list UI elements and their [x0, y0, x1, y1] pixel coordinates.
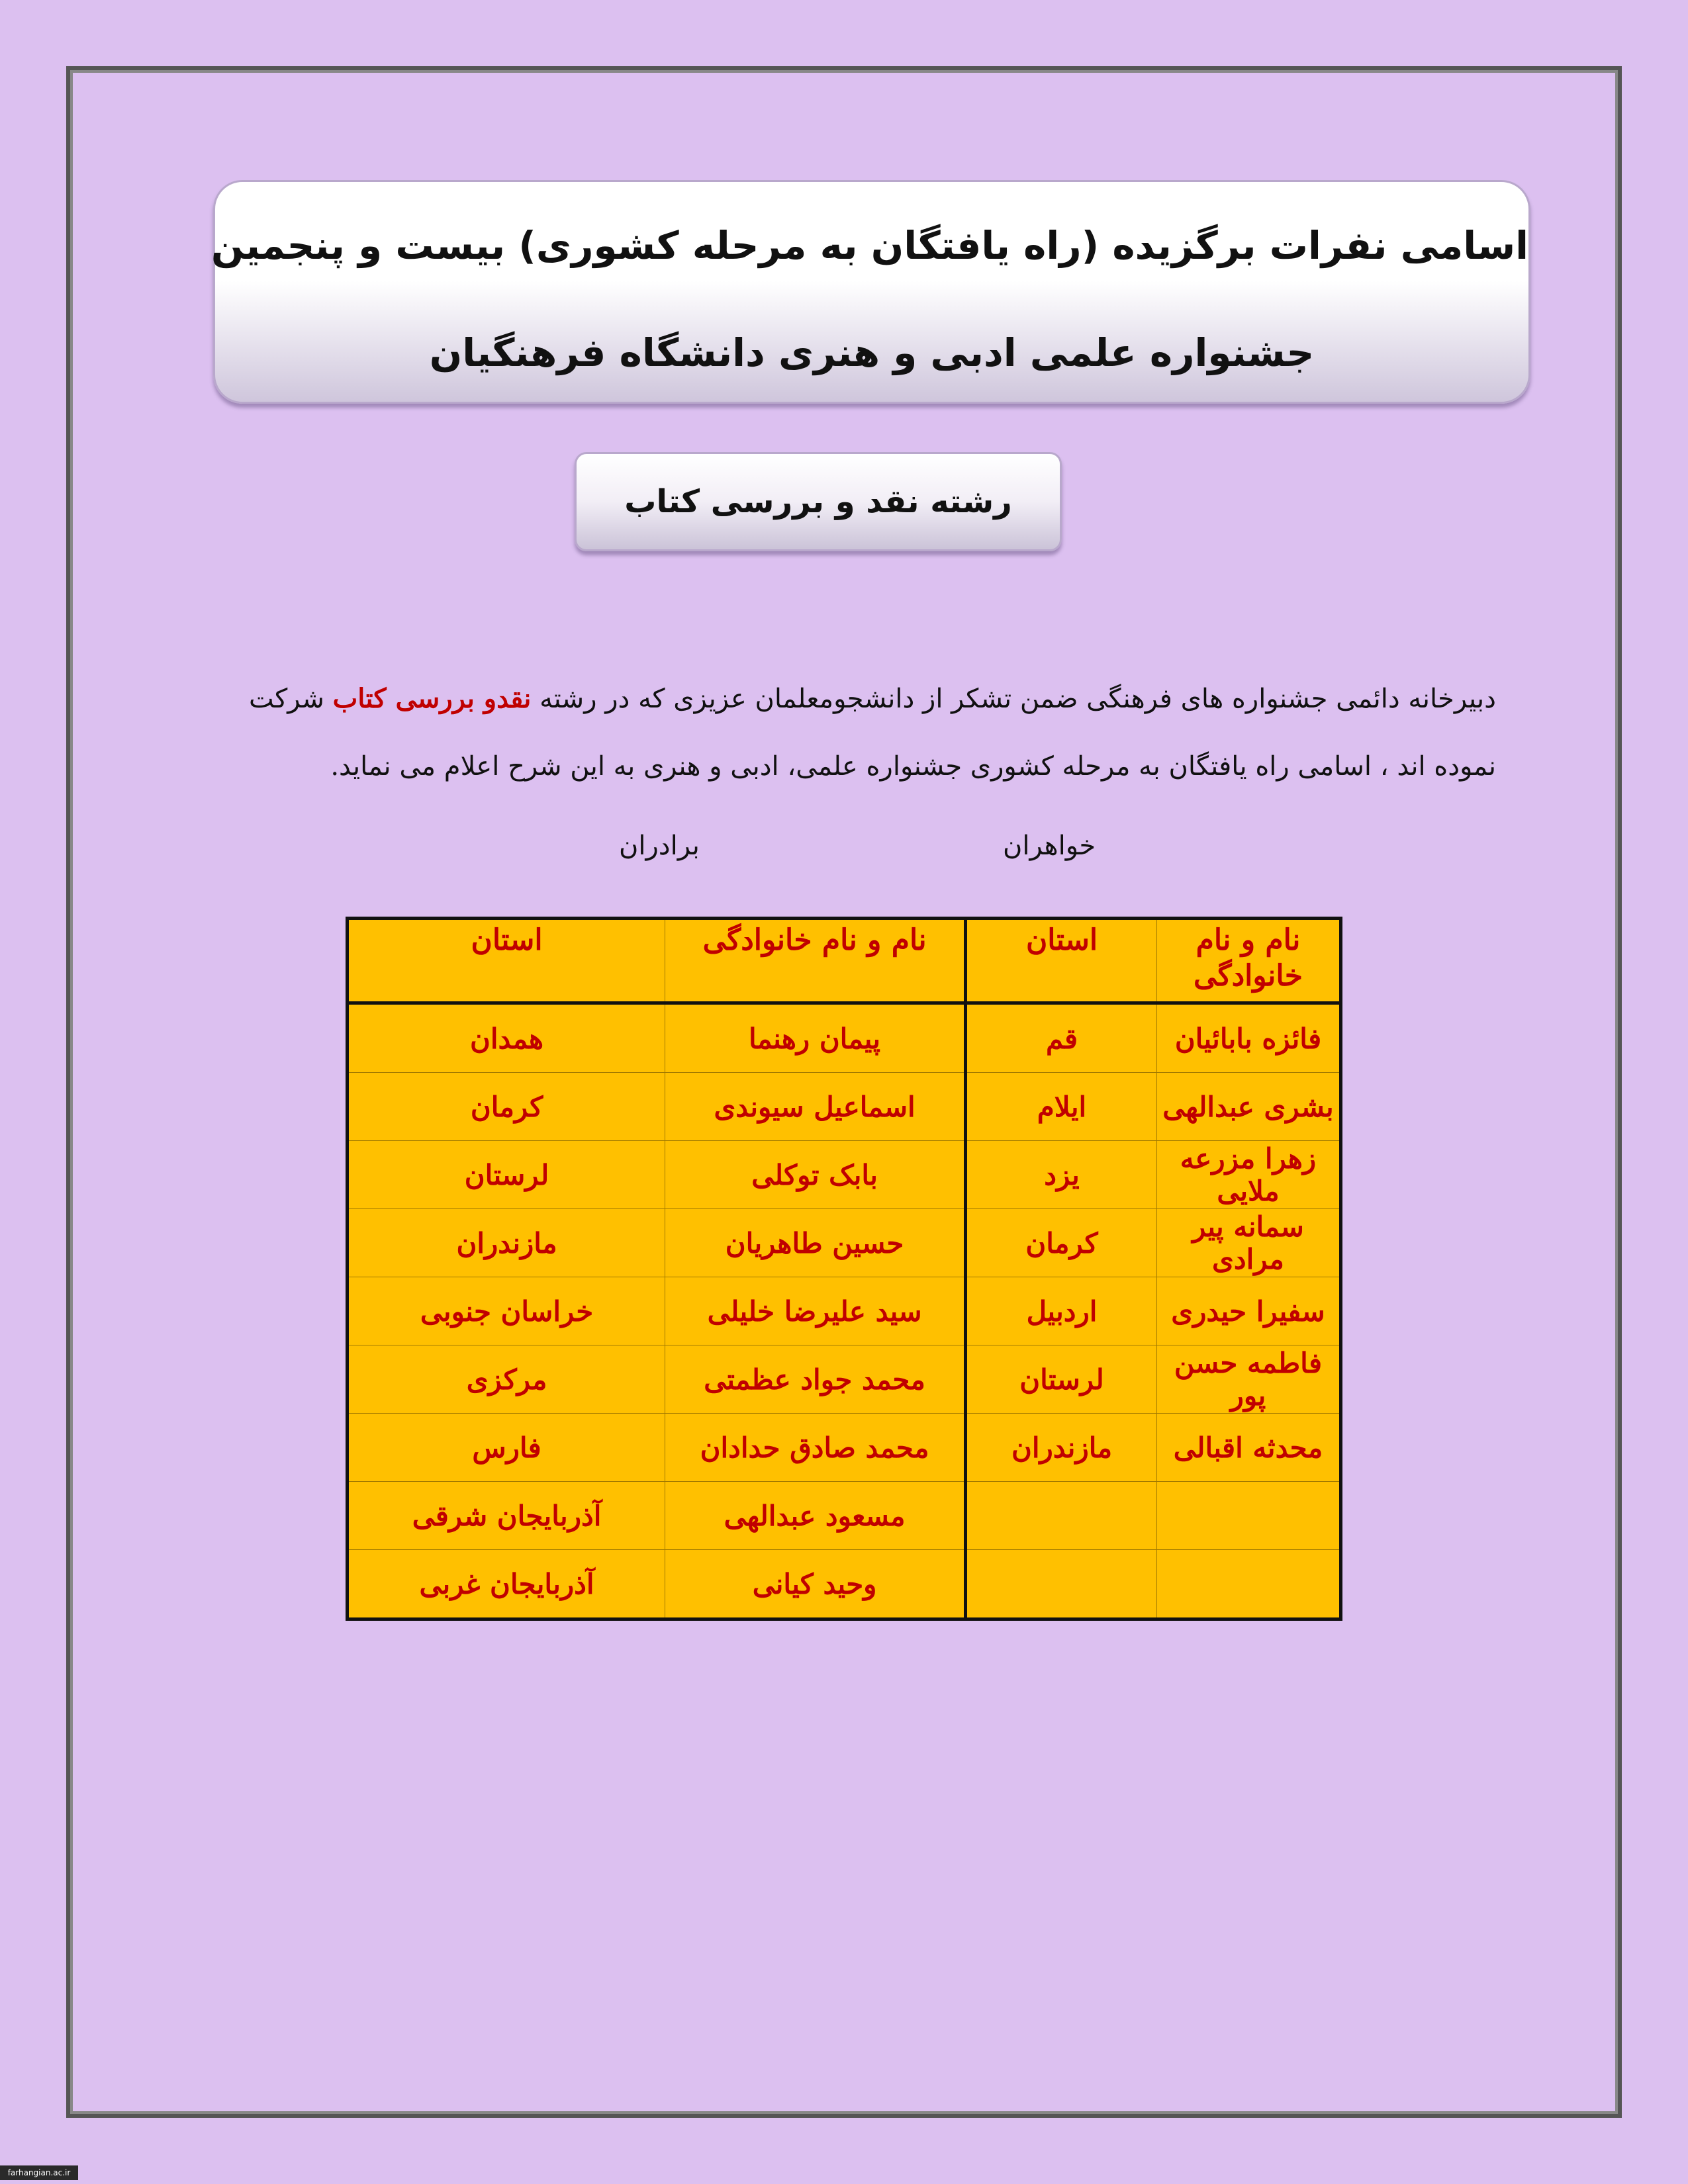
sister-name-cell: فاطمه حسن پور	[1156, 1345, 1340, 1414]
brother-name-cell: حسین طاهریان	[665, 1209, 966, 1277]
brother-province-cell: لرستان	[348, 1141, 665, 1209]
brother-name-cell: پیمان رهنما	[665, 1003, 966, 1073]
brother-name-cell: وحید کیانی	[665, 1550, 966, 1619]
sister-province-cell: کرمان	[966, 1209, 1157, 1277]
brother-province-cell: خراسان جنوبی	[348, 1277, 665, 1345]
brothers-label: برادران	[619, 831, 700, 861]
sister-province-cell: لرستان	[966, 1345, 1157, 1414]
brother-name-cell: محمد جواد عظمتی	[665, 1345, 966, 1414]
category-banner	[575, 452, 1062, 551]
table-row	[348, 1209, 1341, 1277]
sister-name-cell	[1156, 1482, 1340, 1550]
table-row	[348, 1550, 1341, 1619]
results-table	[346, 917, 1342, 1621]
table-row	[348, 1277, 1341, 1345]
brother-name-cell: اسماعیل سیوندی	[665, 1073, 966, 1141]
brother-province-cell: همدان	[348, 1003, 665, 1073]
title-line-2: جشنواره علمی ادبی و هنری دانشگاه فرهنگیان	[429, 330, 1315, 375]
sisters-label: خواهران	[1003, 831, 1096, 861]
sister-province-cell: مازندران	[966, 1414, 1157, 1482]
sister-province-cell: اردبیل	[966, 1277, 1157, 1345]
table-header-row	[348, 919, 1341, 1003]
header-brothers-name: نام و نام خانوادگی	[665, 919, 966, 1003]
intro-highlight: نقدو بررسی کتاب	[332, 683, 532, 714]
brother-name-cell: مسعود عبدالهی	[665, 1482, 966, 1550]
brother-province-cell: آذربایجان غربی	[348, 1550, 665, 1619]
table-row	[348, 1003, 1341, 1073]
brother-province-cell: کرمان	[348, 1073, 665, 1141]
brother-province-cell: مازندران	[348, 1209, 665, 1277]
sister-province-cell: یزد	[966, 1141, 1157, 1209]
sister-name-cell: محدثه اقبالی	[1156, 1414, 1340, 1482]
brother-name-cell: سید علیرضا خلیلی	[665, 1277, 966, 1345]
brother-province-cell: مرکزی	[348, 1345, 665, 1414]
sister-province-cell: قم	[966, 1003, 1157, 1073]
sister-name-cell: بشری عبدالهی	[1156, 1073, 1340, 1141]
title-banner	[213, 180, 1530, 404]
intro-paragraph	[238, 665, 1496, 800]
sister-province-cell: ایلام	[966, 1073, 1157, 1141]
sister-name-cell: سفیرا حیدری	[1156, 1277, 1340, 1345]
sister-name-cell: زهرا مزرعه ملایی	[1156, 1141, 1340, 1209]
brother-name-cell: محمد صادق حدادان	[665, 1414, 966, 1482]
table-row	[348, 1073, 1341, 1141]
sister-name-cell: فائزه بابائیان	[1156, 1003, 1340, 1073]
brother-name-cell: بابک توکلی	[665, 1141, 966, 1209]
intro-text-end: شرکت نموده اند ، اسامی راه یافتگان به مرحله کشوری جشنواره علمی، ادبی و هنری به این شرح اعلام می نماید.	[248, 684, 1496, 782]
table-row	[348, 1141, 1341, 1209]
header-brothers-province: استان	[348, 919, 665, 1003]
brother-province-cell: آذربایجان شرقی	[348, 1482, 665, 1550]
intro-text-start: دبیرخانه دائمی جشنواره های فرهنگی ضمن تشکر از دانشجومعلمان عزیزی که در رشته	[531, 684, 1496, 714]
header-sisters-name: نام و نام خانوادگی	[1156, 919, 1340, 1003]
table-row	[348, 1345, 1341, 1414]
sister-name-cell: سمانه پیر مرادی	[1156, 1209, 1340, 1277]
table-row	[348, 1414, 1341, 1482]
category-title: رشته نقد و بررسی کتاب	[624, 483, 1012, 520]
sister-province-cell	[966, 1482, 1157, 1550]
sister-name-cell	[1156, 1550, 1340, 1619]
header-sisters-province: استان	[966, 919, 1157, 1003]
footer-site-badge[interactable]: farhangian.ac.ir	[0, 2165, 78, 2180]
brother-province-cell: فارس	[348, 1414, 665, 1482]
table-row	[348, 1482, 1341, 1550]
title-line-1: اسامی نفرات برگزیده (راه یافتگان به مرحله کشوری) بیست و پنجمین	[211, 223, 1528, 268]
sister-province-cell	[966, 1550, 1157, 1619]
